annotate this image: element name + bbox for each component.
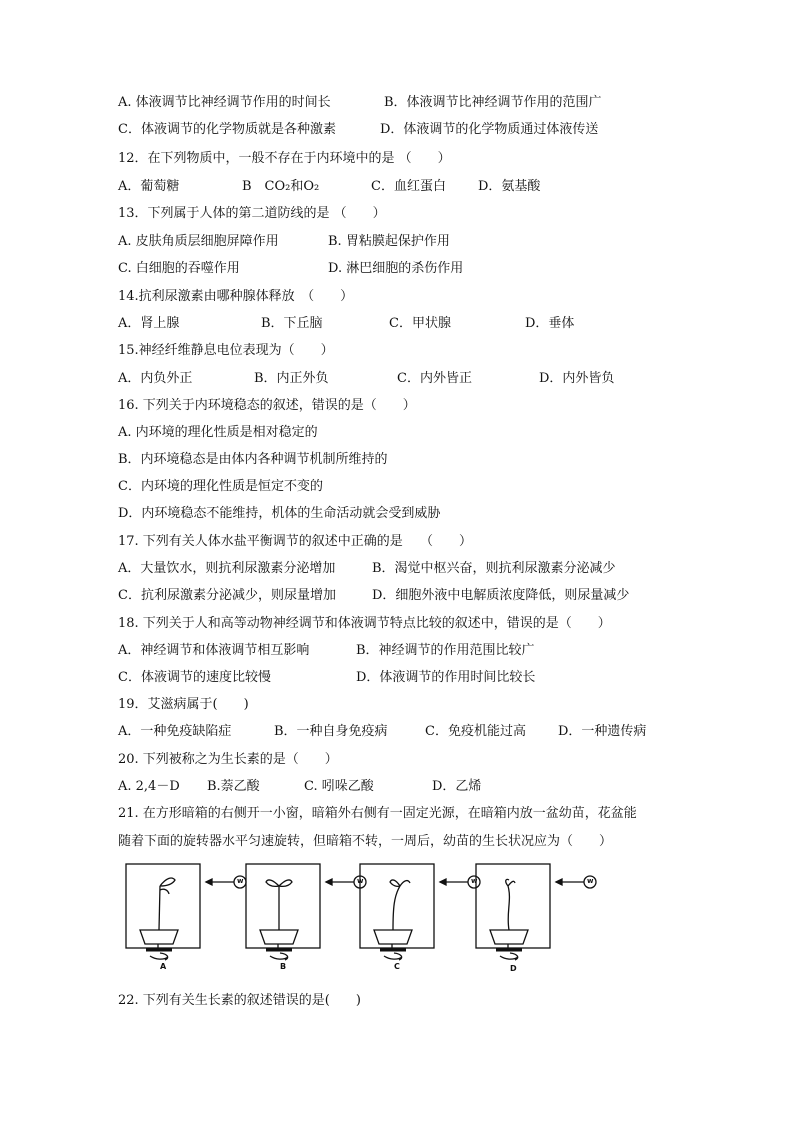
answer-option: B. 胃粘膜起保护作用 <box>328 234 450 249</box>
answer-option: B．体液调节比神经调节作用的范围广 <box>384 95 602 110</box>
answer-option: D．体液调节的化学物质通过体液传送 <box>380 122 599 137</box>
answer-option: A．葡萄糖 <box>118 179 180 194</box>
answer-option: D．一种遗传病 <box>558 724 647 739</box>
figure-label-d: D <box>510 964 517 973</box>
answer-option: A. 皮肤角质层细胞屏障作用 <box>118 234 279 249</box>
answer-option: C．血红蛋白 <box>371 179 446 194</box>
answer-option: C．内外皆正 <box>397 371 472 386</box>
answer-option: B CO₂和O₂ <box>242 179 320 194</box>
answer-option: D. 淋巴细胞的杀伤作用 <box>328 261 464 276</box>
answer-option: B．神经调节的作用范围比较广 <box>356 643 535 658</box>
question-text: 随着下面的旋转器水平匀速旋转，但暗箱不转，一周后，幼苗的生长状况应为（ ） <box>118 834 613 849</box>
question-text: B．内环境稳态是由体内各种调节机制所维持的 <box>118 452 388 467</box>
answer-option: A．大量饮水，则抗利尿激素分泌增加 <box>118 561 336 576</box>
answer-option: C．体液调节的化学物质就是各种激素 <box>118 122 336 137</box>
question-text: 16. 下列关于内环境稳态的叙述，错误的是（ ） <box>118 398 416 413</box>
answer-option: C．免疫机能过高 <box>425 724 526 739</box>
light-source-c: w <box>471 877 478 885</box>
dark-box-b <box>246 864 366 960</box>
answer-option: A．内负外正 <box>118 371 193 386</box>
light-source-b: w <box>357 877 364 885</box>
answer-option: D．细胞外液中电解质浓度降低，则尿量减少 <box>372 588 630 603</box>
question-text: 17. 下列有关人体水盐平衡调节的叙述中正确的是 （ ） <box>118 534 472 549</box>
figure-label-a: A <box>160 962 167 971</box>
answer-option: C．体液调节的速度比较慢 <box>118 670 271 685</box>
question-text: 21. 在方形暗箱的右侧开一小窗，暗箱外右侧有一固定光源，在暗箱内放一盆幼苗，花盆能 <box>118 806 637 821</box>
light-source-a: w <box>237 877 244 885</box>
answer-option: A．一种免疫缺陷症 <box>118 724 232 739</box>
phototropism-diagram <box>120 858 650 983</box>
answer-option: A．肾上腺 <box>118 316 180 331</box>
answer-option: B．下丘脑 <box>261 316 323 331</box>
answer-option: B．内正外负 <box>254 371 329 386</box>
answer-option: B．渴觉中枢兴奋，则抗利尿激素分泌减少 <box>372 561 616 576</box>
dark-box-c <box>360 864 480 960</box>
question-text: A. 内环境的理化性质是相对稳定的 <box>118 425 318 440</box>
figure-label-b: B <box>280 962 287 971</box>
answer-option: C. 白细胞的吞噬作用 <box>118 261 240 276</box>
answer-option: C．甲状腺 <box>389 316 451 331</box>
answer-option: D．体液调节的作用时间比较长 <box>356 670 536 685</box>
answer-option: D．垂体 <box>525 316 575 331</box>
answer-option: C．抗利尿激素分泌减少，则尿量增加 <box>118 588 336 603</box>
question-text: 13．下列属于人体的第二道防线的是 （ ） <box>118 206 386 221</box>
light-source-d: w <box>587 877 594 885</box>
answer-option: A. 2,4－D <box>118 779 180 794</box>
question-text: 15.神经纤维静息电位表现为（ ） <box>118 343 334 358</box>
question-text: 14.抗利尿激素由哪种腺体释放 （ ） <box>118 289 354 304</box>
dark-box-a <box>126 864 246 960</box>
question-text: 22. 下列有关生长素的叙述错误的是( ) <box>118 993 361 1008</box>
question-text: C．内环境的理化性质是恒定不变的 <box>118 479 323 494</box>
question-text: 12．在下列物质中，一般不存在于内环境中的是 （ ） <box>118 151 451 166</box>
answer-option: D．乙烯 <box>432 779 482 794</box>
dark-box-d <box>476 864 596 960</box>
question-text: 19．艾滋病属于( ) <box>118 697 249 712</box>
question-text: D．内环境稳态不能维持，机体的生命活动就会受到威胁 <box>118 506 441 521</box>
question-text: 20. 下列被称之为生长素的是（ ） <box>118 752 338 767</box>
answer-option: C. 吲哚乙酸 <box>304 779 374 794</box>
phototropism-figure <box>120 858 650 983</box>
answer-option: A. 体液调节比神经调节作用的时间长 <box>118 95 331 110</box>
answer-option: D．内外皆负 <box>539 371 615 386</box>
answer-option: A．神经调节和体液调节相互影响 <box>118 643 310 658</box>
answer-option: D．氨基酸 <box>478 179 541 194</box>
answer-option: B.萘乙酸 <box>207 779 260 794</box>
figure-label-c: C <box>394 962 400 971</box>
answer-option: B．一种自身免疫病 <box>274 724 388 739</box>
question-text: 18. 下列关于人和高等动物神经调节和体液调节特点比较的叙述中，错误的是（ ） <box>118 616 611 631</box>
